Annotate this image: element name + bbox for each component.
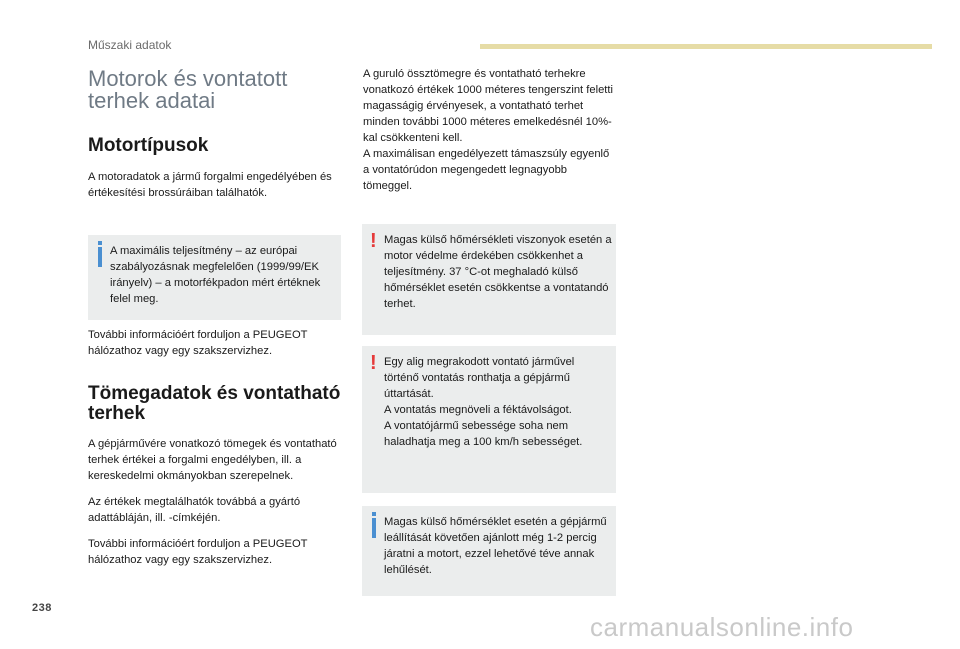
page-title xyxy=(88,68,344,112)
watermark: carmanualsonline.info xyxy=(590,612,854,642)
page-number: 238 xyxy=(32,602,52,614)
info-box-max-power xyxy=(88,235,341,320)
warning-box-towing-text: Egy alig megrakodott vontató járművel történő vontatás ronthatja a gépjármű úttartását. A vontatás megnöveli a féktávolságot. A vontatójármű sebessége soha nem haladhatja meg a 100 km/h sebességet. xyxy=(384,356,583,448)
warning-icon: ! xyxy=(370,230,377,252)
info-box-cooling-text: Magas külső hőmérséklet esetén a gépjármű leállítását követően ajánlott még 1-2 percig járatni a motort, ezzel lehetővé téve annak lehűlését. xyxy=(384,516,607,576)
warning-box-temperature-text: Magas külső hőmérsékleti viszonyok esetén a motor védelme érdekében csökkenhet a teljesítmény. 37 °C-ot meghaladó külső hőmérséklet esetén csökkentse a vontatandó terhet. xyxy=(384,234,612,310)
left-column-lower xyxy=(88,327,344,568)
info-icon xyxy=(98,247,102,267)
paragraph-weights-2: Az értékek megtalálhatók továbbá a gyártó adattábláján, ill. -címkéjén. xyxy=(88,496,301,524)
heading-weights: Tömegadatok és vontatható terhek xyxy=(88,383,341,424)
paragraph-towing-limits: A guruló össztömegre és vontatható terhekre vonatkozó értékek 1000 méteres tengerszint feletti magasságig érvényesek, a vontatható terhet minden további 1000 méteres emelkedésnél 10%-kal csökkenteni kell. A maximálisan engedélyezett támaszsúly egyenlő a vontatórúdon megengedett legnagyobb tömeggel. xyxy=(363,68,613,192)
paragraph-weights-1: A gépjárművére vonatkozó tömegek és vontatható terhek értékei a forgalmi engedélyben, ill. a kereskedelmi okmányokban szerepelnek. xyxy=(88,438,337,482)
paragraph-more-info-2: További információért forduljon a PEUGEOT hálózathoz vagy egy szakszervizhez. xyxy=(88,538,308,566)
header-accent-bar xyxy=(480,44,932,49)
warning-icon: ! xyxy=(370,352,377,374)
paragraph-engine-data: A motoradatok a jármű forgalmi engedélyében és értékesítési brossúráiban találhatók. xyxy=(88,171,332,199)
info-icon xyxy=(372,518,376,538)
left-column xyxy=(88,68,344,201)
section-header: Műszaki adatok xyxy=(88,38,172,52)
page-title-line2: terhek adatai xyxy=(88,88,216,113)
warning-box-temperature xyxy=(362,224,616,335)
heading-engine-types: Motortípusok xyxy=(88,135,209,156)
warning-box-towing xyxy=(362,346,616,493)
page-title-line1: Motorok és vontatott xyxy=(88,66,288,91)
paragraph-more-info-1: További információért forduljon a PEUGEOT hálózathoz vagy egy szakszervizhez. xyxy=(88,329,308,357)
info-box-cooling xyxy=(362,506,616,596)
info-box-text: A maximális teljesítmény – az európai szabályozásnak megfelelően (1999/99/EK irányelv) – a motorfékpadon mért értéknek felel meg. xyxy=(110,245,321,305)
right-column xyxy=(363,66,617,194)
